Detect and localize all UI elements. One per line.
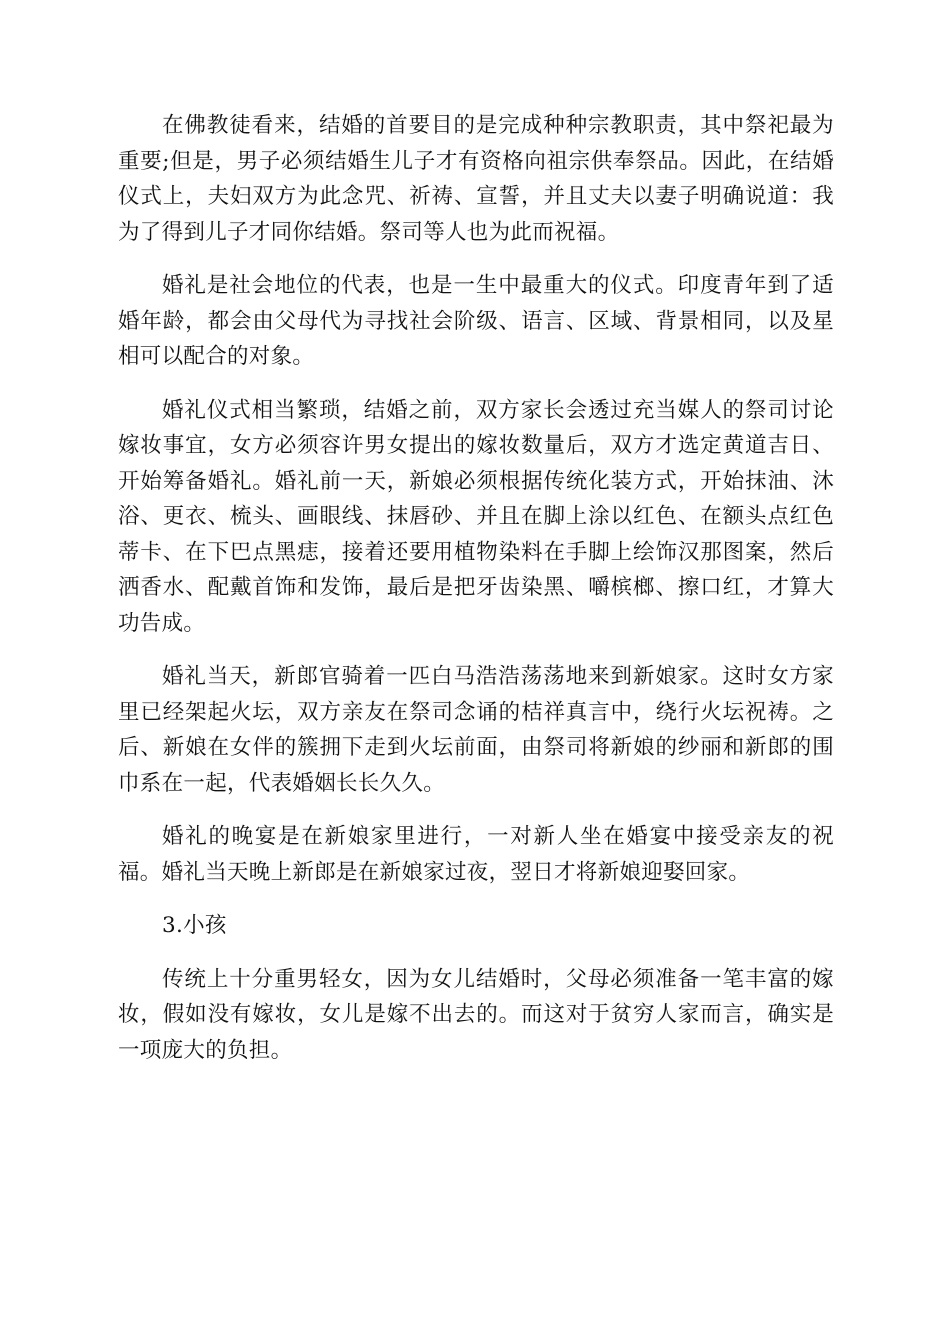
paragraph-wedding-ceremony: 婚礼仪式相当繁琐，结婚之前，双方家长会透过充当媒人的祭司讨论嫁妆事宜，女方必须容许男女提出的嫁妆数量后，双方才选定黄道吉日、开始筹备婚礼。婚礼前一天，新娘必须根据传统化装方式，开始抹油、沐浴、更衣、梳头、画眼线、抹唇砂、并且在脚上涂以红色、在额头点红色蒂卡、在下巴点黑痣，接着还要用植物染料在手脚上绘饰汉那图案，然后洒香水、配戴首饰和发饰，最后是把牙齿染黑、嚼槟榔、擦口红，才算大功告成。 <box>118 397 834 636</box>
paragraph-wedding-banquet: 婚礼的晚宴是在新娘家里进行，一对新人坐在婚宴中接受亲友的祝福。婚礼当天晚上新郎是在新娘家过夜，翌日才将新娘迎娶回家。 <box>118 824 834 885</box>
paragraph-wedding-day: 婚礼当天，新郎官骑着一匹白马浩浩荡荡地来到新娘家。这时女方家里已经架起火坛，双方亲友在祭司念诵的桔祥真言中，绕行火坛祝祷。之后、新娘在女伴的簇拥下走到火坛前面，由祭司将新娘的纱丽和新郎的围巾系在一起，代表婚姻长长久久。 <box>118 664 834 796</box>
document-page <box>118 108 834 1086</box>
paragraph-children: 传统上十分重男轻女，因为女儿结婚时，父母必须准备一笔丰富的嫁妆，假如没有嫁妆，女儿是嫁不出去的。而这对于贫穷人家而言，确实是一项庞大的负担。 <box>118 966 834 1063</box>
section-heading-children: 3.小孩 <box>162 913 227 938</box>
paragraph-buddhist-marriage: 在佛教徒看来，结婚的首要目的是完成种种宗教职责，其中祭祀最为重要;但是，男子必须结婚生儿子才有资格向祖宗供奉祭品。因此，在结婚仪式上，夫妇双方为此念咒、祈祷、宣誓，并且丈夫以妻子明确说道：我为了得到儿子才同你结婚。祭司等人也为此而祝福。 <box>118 113 834 245</box>
paragraph-wedding-status: 婚礼是社会地位的代表，也是一生中最重大的仪式。印度青年到了适婚年龄，都会由父母代为寻找社会阶级、语言、区域、背景相同，以及星相可以配合的对象。 <box>118 273 834 369</box>
